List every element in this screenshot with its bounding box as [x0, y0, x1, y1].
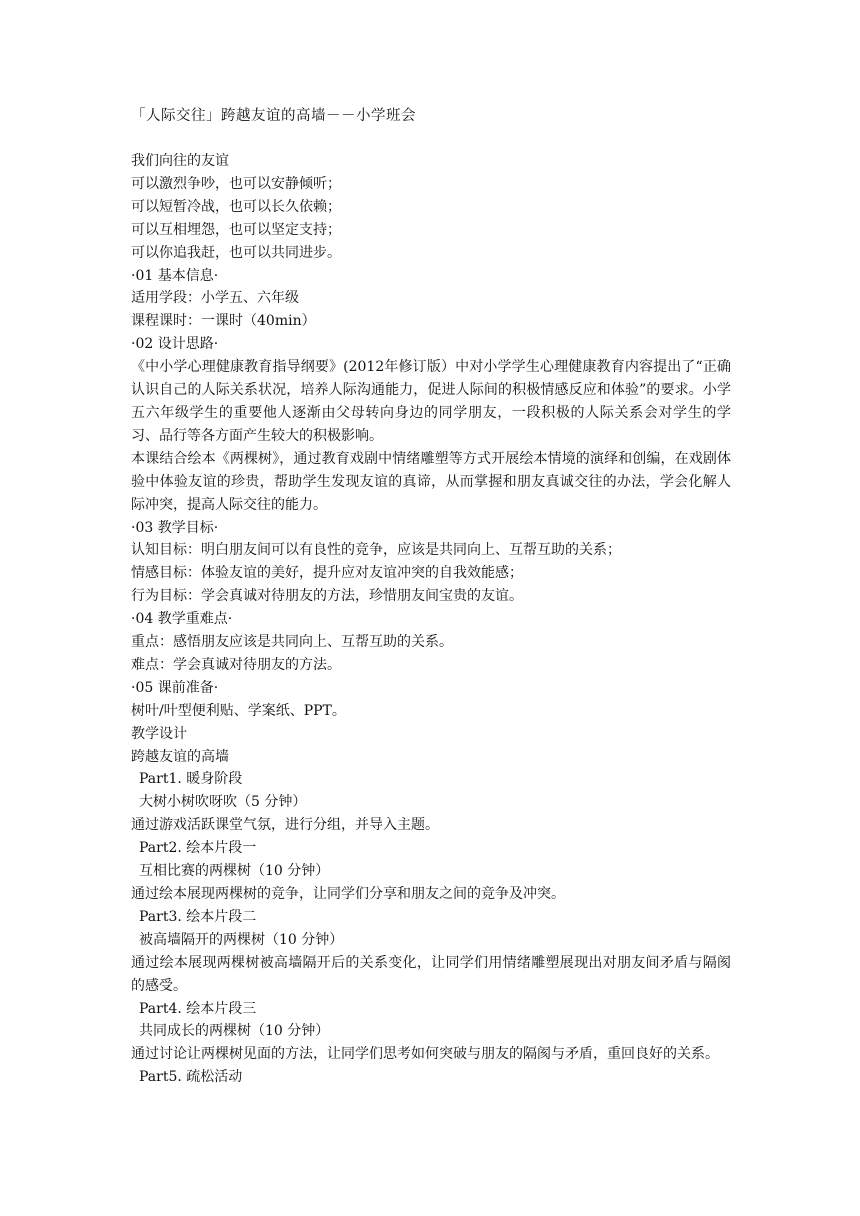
document-title: 「人际交往」跨越友谊的高墙－－小学班会	[131, 108, 416, 124]
part-description: 通过讨论让两棵树见面的方法，让同学们思考如何突破与朋友的隔阂与矛盾，重回良好的关系。	[131, 1046, 719, 1063]
part-activity: 大树小树吹呀吹（5 分钟）	[139, 794, 307, 811]
part-title: Part3. 绘本片段二	[139, 908, 257, 925]
cognitive-goal: 认知目标：明白朋友间可以有良性的竞争，应该是共同向上、互帮互助的关系；	[131, 542, 621, 559]
section-03-heading: ·03 教学目标·	[131, 519, 219, 536]
grade-line: 适用学段：小学五、六年级	[131, 290, 299, 307]
part-title: Part4. 绘本片段三	[139, 1000, 257, 1017]
part-description: 通过绘本展现两棵树的竞争，让同学们分享和朋友之间的竞争及冲突。	[131, 886, 565, 902]
section-02-heading: ·02 设计思路·	[131, 336, 219, 353]
part-title: Part1. 暖身阶段	[139, 771, 243, 788]
design-heading: 教学设计	[131, 725, 187, 742]
part-activity: 互相比赛的两棵树（10 分钟）	[139, 863, 330, 880]
difficult-point: 难点：学会真诚对待朋友的方法。	[131, 656, 341, 673]
emotional-goal: 情感目标：体验友谊的美好，提升应对友谊冲突的自我效能感；	[131, 565, 523, 582]
intro-line: 可以你追我赶，也可以共同进步。	[131, 244, 341, 261]
intro-line: 我们向往的友谊	[131, 153, 229, 169]
intro-line: 可以激烈争吵，也可以安静倾听；	[131, 175, 341, 192]
hours-line: 课程课时：一课时（40min）	[131, 313, 316, 330]
part-activity: 被高墙隔开的两棵树（10 分钟）	[139, 931, 344, 948]
intro-line: 可以短暂冷战，也可以长久依赖；	[131, 198, 341, 215]
part-activity: 共同成长的两棵树（10 分钟）	[139, 1023, 330, 1040]
intro-line: 可以互相埋怨，也可以坚定支持；	[131, 221, 341, 238]
materials-line: 树叶/叶型便利贴、学案纸、PPT。	[131, 702, 346, 719]
design-subheading: 跨越友谊的高墙	[131, 748, 229, 765]
design-rationale-paragraph-1: 《中小学心理健康教育指导纲要》(2012年修订版）中对小学学生心理健康教育内容提出了“正确认识自己的人际关系状况，培养人际沟通能力，促进人际间的积极情感反应和体验”的要求。小学五六年级学生的重要他人逐渐由父母转向身边的同学朋友，一段积极的人际关系会对学生的学习、品行等各方面产生较大的积极影响。	[131, 359, 731, 444]
design-rationale-paragraph-2: 本课结合绘本《两棵树》，通过教育戏剧中情绪雕塑等方式开展绘本情境的演绎和创编，在戏剧体验中体验友谊的珍贵，帮助学生发现友谊的真谛，从而掌握和朋友真诚交往的办法，学会化解人际冲突，提高人际交往的能力。	[131, 450, 731, 513]
section-05-heading: ·05 课前准备·	[131, 679, 219, 696]
part-description: 通过绘本展现两棵树被高墙隔开后的关系变化，让同学们用情绪雕塑展现出对朋友间矛盾与隔阂的感受。	[131, 954, 731, 994]
part-title: Part2. 绘本片段一	[139, 840, 257, 857]
behavioral-goal: 行为目标：学会真诚对待朋友的方法，珍惜朋友间宝贵的友谊。	[131, 588, 523, 605]
part-title: Part5. 疏松活动	[139, 1069, 243, 1086]
section-01-heading: ·01 基本信息·	[131, 267, 219, 284]
key-point: 重点：感悟朋友应该是共同向上、互帮互助的关系。	[131, 634, 453, 651]
section-04-heading: ·04 教学重难点·	[131, 611, 233, 628]
document-body	[131, 150, 731, 1089]
part-description: 通过游戏活跃课堂气氛，进行分组，并导入主题。	[131, 817, 439, 834]
